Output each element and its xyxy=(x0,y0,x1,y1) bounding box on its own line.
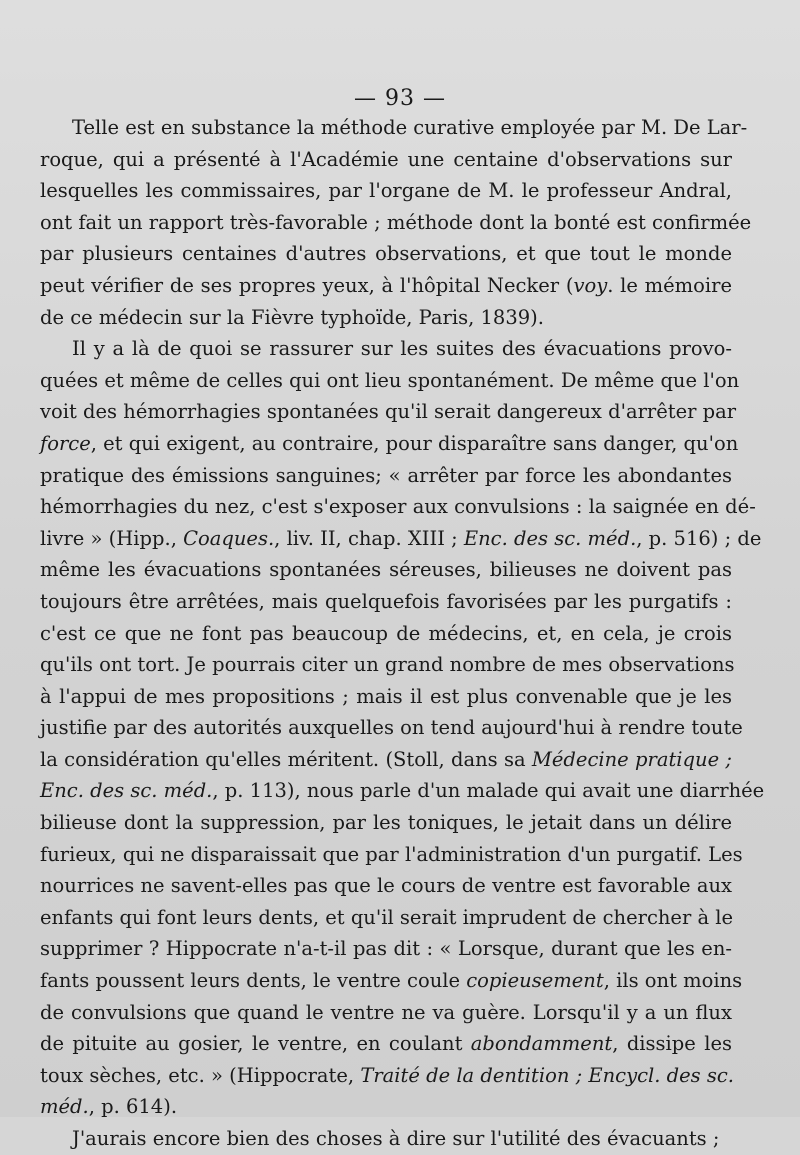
text-line xyxy=(40,775,765,807)
text-line xyxy=(40,270,732,302)
page-number: — 93 — xyxy=(354,86,446,111)
text-segment: toujours être arrêtées, mais quelquefois favorisées par les purgatifs : xyxy=(40,589,732,613)
text-line xyxy=(40,365,740,397)
italic-segment: méd. xyxy=(40,1095,89,1119)
italic-segment: Coaques. xyxy=(183,526,275,550)
text-segment: justifie par des autorités auxquelles on tend aujourd'hui à rendre toute xyxy=(40,716,743,740)
text-line xyxy=(40,207,752,239)
italic-segment: abondamment xyxy=(470,1032,613,1056)
text-segment: , dissipe les xyxy=(612,1032,732,1056)
text-line xyxy=(40,428,739,460)
text-line xyxy=(40,238,732,270)
text-segment: même les évacuations spontanées séreuses, bilieuses ne doivent pas xyxy=(40,558,732,582)
text-line xyxy=(40,933,732,965)
text-segment: roque, qui a présenté à l'Académie une centaine d'observations sur xyxy=(40,147,732,171)
text-segment: bilieuse dont la suppression, par les toniques, le jetait dans un délire xyxy=(40,811,732,835)
text-line xyxy=(40,649,735,681)
text-segment: c'est ce que ne font pas beaucoup de médecins, et, en cela, je crois xyxy=(40,621,732,645)
text-line xyxy=(40,586,732,618)
text-segment: ont fait un rapport très-favorable ; méthode dont la bonté est confirmée xyxy=(40,210,752,234)
text-segment: la considération qu'elles méritent. (Stoll, dans sa xyxy=(40,747,532,771)
italic-segment: Traité de la dentition ; Encycl. des sc. xyxy=(360,1063,735,1087)
text-segment: furieux, qui ne disparaissait que par l'administration d'un purgatif. Les xyxy=(40,842,743,866)
text-line xyxy=(40,902,732,934)
text-line xyxy=(40,1060,735,1092)
text-segment: supprimer ? Hippocrate n'a-t-il pas dit : « Lorsque, durant que les en- xyxy=(40,937,732,961)
text-line xyxy=(40,144,732,176)
text-line xyxy=(40,681,732,713)
text-segment: de convulsions que quand le ventre ne va guère. Lorsqu'il y a un flux xyxy=(40,1000,732,1024)
italic-segment: Enc. des sc. méd. xyxy=(40,779,213,803)
text-line xyxy=(40,744,732,776)
text-line xyxy=(40,839,743,871)
text-segment: , ils ont moins xyxy=(603,969,743,993)
text-segment: enfants qui font leurs dents, et qu'il serait imprudent de chercher à le xyxy=(40,905,734,929)
text-line xyxy=(40,807,732,839)
text-line xyxy=(40,333,732,365)
text-line xyxy=(40,1091,732,1123)
text-segment: de pituite au gosier, le ventre, en coulant xyxy=(40,1032,471,1056)
text-segment: J'aurais encore bien des choses à dire sur l'utilité des évacuants ; xyxy=(72,1127,720,1150)
text-segment: hémorrhagies du nez, c'est s'exposer aux convulsions : la saignée en dé- xyxy=(40,495,756,519)
text-segment: à l'appui de mes propositions ; mais il est plus convenable que je les xyxy=(40,684,732,708)
italic-segment: copieusement xyxy=(466,969,604,993)
text-segment: lesquelles les commissaires, par l'organe de M. le professeur Andral, xyxy=(40,179,732,203)
text-line xyxy=(40,965,743,997)
text-segment: quées et même de celles qui ont lieu spontanément. De même que l'on xyxy=(40,368,740,392)
text-line xyxy=(40,460,732,492)
text-segment: , p. 516) ; de xyxy=(636,526,762,550)
text-segment: , et qui exigent, au contraire, pour disparaître sans danger, qu'on xyxy=(90,431,739,455)
text-segment: qu'ils ont tort. Je pourrais citer un grand nombre de mes observations xyxy=(40,653,735,677)
text-line xyxy=(40,870,732,902)
text-segment: nourrices ne savent-elles pas que le cours de ventre est favorable aux xyxy=(40,874,732,898)
text-line xyxy=(40,175,732,207)
text-segment: , p. 614). xyxy=(88,1095,178,1119)
text-segment: livre » (Hipp., xyxy=(40,526,184,550)
text-line xyxy=(40,554,732,586)
text-segment: Il y a là de quoi se rassurer sur les suites des évacuations provo- xyxy=(72,337,732,361)
text-line xyxy=(40,1028,732,1060)
italic-segment: voy xyxy=(573,273,608,297)
text-line xyxy=(40,712,743,744)
text-line xyxy=(40,491,756,523)
text-line xyxy=(40,112,748,144)
italic-segment: Enc. des sc. méd. xyxy=(463,526,637,550)
text-segment: , liv. II, chap. XIII ; xyxy=(274,526,464,550)
text-line xyxy=(40,618,732,650)
text-segment: , p. 113), nous parle d'un malade qui avait une diarrhée xyxy=(212,779,765,803)
text-segment: voit des hémorrhagies spontanées qu'il serait dangereux d'arrêter par xyxy=(40,400,737,424)
text-segment: par plusieurs centaines d'autres observations, et que tout le monde xyxy=(40,242,732,266)
text-segment: de ce médecin sur la Fièvre typhoïde, Paris, 1839). xyxy=(40,305,544,329)
text-segment: Telle est en substance la méthode curative employée par M. De Lar- xyxy=(72,116,748,139)
italic-segment: Médecine pratique ; xyxy=(531,747,732,771)
text-segment: . le mémoire xyxy=(607,273,732,297)
text-line xyxy=(40,396,737,428)
text-line xyxy=(40,997,732,1029)
text-segment: pratique des émissions sanguines; « arrêter par force les abondantes xyxy=(40,463,732,487)
text-line xyxy=(40,523,762,555)
italic-segment: force xyxy=(40,431,91,455)
text-line xyxy=(40,302,732,334)
text-segment: toux sèches, etc. » (Hippocrate, xyxy=(40,1063,361,1087)
body-text xyxy=(40,112,765,1155)
text-line xyxy=(40,1123,732,1155)
text-segment: peut vérifier de ses propres yeux, à l'hôpital Necker ( xyxy=(40,273,574,297)
text-segment: fants poussent leurs dents, le ventre coule xyxy=(40,969,467,993)
